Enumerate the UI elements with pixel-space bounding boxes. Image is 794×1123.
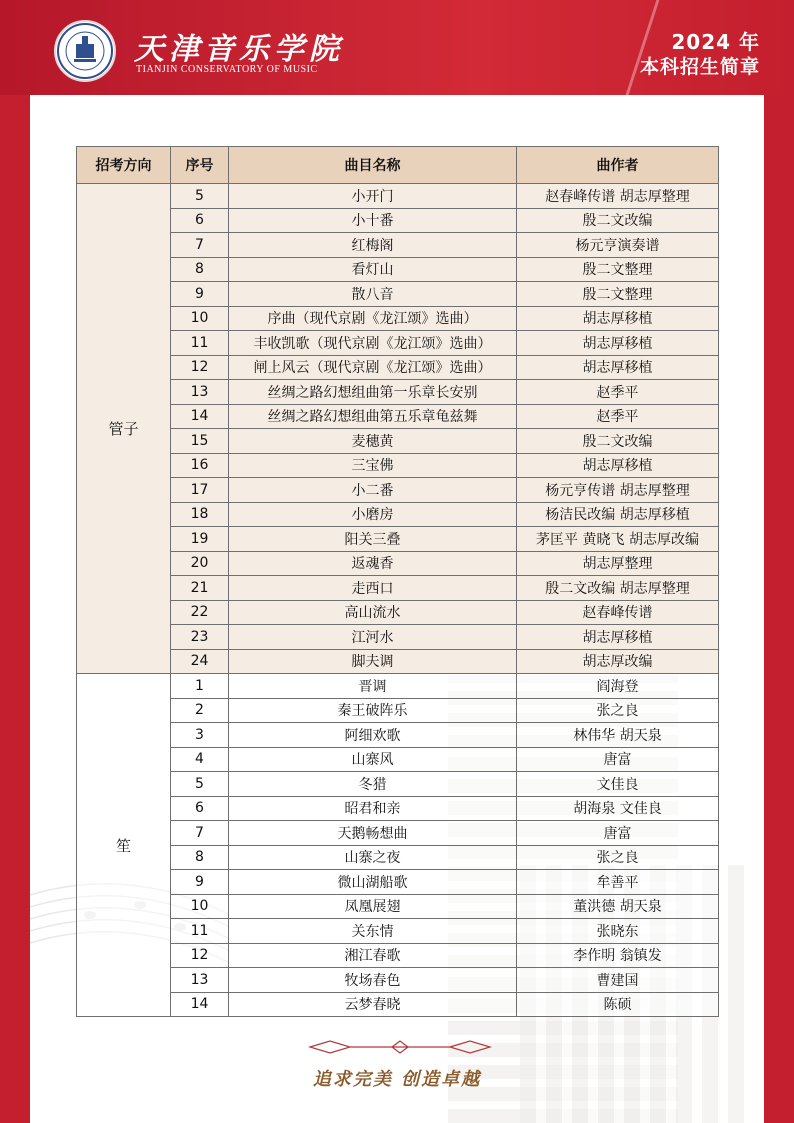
header-number: 序号 bbox=[171, 147, 229, 184]
number-cell: 7 bbox=[171, 821, 229, 846]
table-row bbox=[77, 968, 719, 993]
piece-title-cell: 关东情 bbox=[229, 919, 517, 944]
composer-cell: 唐富 bbox=[517, 821, 719, 846]
number-cell: 10 bbox=[171, 894, 229, 919]
school-emblem-icon bbox=[56, 22, 114, 80]
piece-title-cell: 昭君和亲 bbox=[229, 796, 517, 821]
piece-title-cell: 山寨风 bbox=[229, 747, 517, 772]
table-row bbox=[77, 821, 719, 846]
number-cell: 10 bbox=[171, 306, 229, 331]
composer-cell: 唐富 bbox=[517, 747, 719, 772]
composer-cell: 张之良 bbox=[517, 845, 719, 870]
number-cell: 6 bbox=[171, 208, 229, 233]
piece-title-cell: 小开门 bbox=[229, 184, 517, 209]
group-guanzi bbox=[77, 184, 719, 674]
composer-cell: 张之良 bbox=[517, 698, 719, 723]
number-cell: 20 bbox=[171, 551, 229, 576]
table-row bbox=[77, 331, 719, 356]
number-cell: 9 bbox=[171, 282, 229, 307]
piece-title-cell: 晋调 bbox=[229, 674, 517, 699]
composer-cell: 胡志厚整理 bbox=[517, 551, 719, 576]
composer-cell: 殷二文改编 胡志厚整理 bbox=[517, 576, 719, 601]
number-cell: 8 bbox=[171, 257, 229, 282]
piece-title-cell: 高山流水 bbox=[229, 600, 517, 625]
composer-cell: 杨元亨传谱 胡志厚整理 bbox=[517, 478, 719, 503]
piece-title-cell: 牧场春色 bbox=[229, 968, 517, 993]
piece-title-cell: 散八音 bbox=[229, 282, 517, 307]
table-row bbox=[77, 674, 719, 699]
number-cell: 14 bbox=[171, 404, 229, 429]
piece-title-cell: 返魂香 bbox=[229, 551, 517, 576]
table-row bbox=[77, 625, 719, 650]
composer-cell: 胡志厚移植 bbox=[517, 355, 719, 380]
number-cell: 12 bbox=[171, 355, 229, 380]
piece-title-cell: 小磨房 bbox=[229, 502, 517, 527]
composer-cell: 赵春峰传谱 胡志厚整理 bbox=[517, 184, 719, 209]
piece-title-cell: 山寨之夜 bbox=[229, 845, 517, 870]
table-row bbox=[77, 453, 719, 478]
piece-title-cell: 看灯山 bbox=[229, 257, 517, 282]
table-row bbox=[77, 943, 719, 968]
table-row bbox=[77, 306, 719, 331]
piece-title-cell: 小十番 bbox=[229, 208, 517, 233]
number-cell: 19 bbox=[171, 527, 229, 552]
number-cell: 11 bbox=[171, 331, 229, 356]
composer-cell: 殷二文整理 bbox=[517, 282, 719, 307]
composer-cell: 阎海登 bbox=[517, 674, 719, 699]
piece-title-cell: 红梅阁 bbox=[229, 233, 517, 258]
content-page bbox=[30, 95, 764, 1123]
table-row bbox=[77, 355, 719, 380]
piece-title-cell: 丰收凯歌（现代京剧《龙江颂》选曲） bbox=[229, 331, 517, 356]
header-composer: 曲作者 bbox=[517, 147, 719, 184]
piece-title-cell: 闸上风云（现代京剧《龙江颂》选曲） bbox=[229, 355, 517, 380]
table-header-row bbox=[77, 147, 719, 184]
composer-cell: 文佳良 bbox=[517, 772, 719, 797]
piece-title-cell: 天鹅畅想曲 bbox=[229, 821, 517, 846]
number-cell: 5 bbox=[171, 772, 229, 797]
number-cell: 11 bbox=[171, 919, 229, 944]
composer-cell: 茅匡平 黄晓飞 胡志厚改编 bbox=[517, 527, 719, 552]
table-row bbox=[77, 600, 719, 625]
number-cell: 4 bbox=[171, 747, 229, 772]
table-row bbox=[77, 919, 719, 944]
number-cell: 14 bbox=[171, 992, 229, 1017]
table-row bbox=[77, 233, 719, 258]
composer-cell: 殷二文改编 bbox=[517, 208, 719, 233]
composer-cell: 董洪德 胡天泉 bbox=[517, 894, 719, 919]
number-cell: 3 bbox=[171, 723, 229, 748]
table-row bbox=[77, 208, 719, 233]
table-row bbox=[77, 429, 719, 454]
piece-title-cell: 湘江春歌 bbox=[229, 943, 517, 968]
piece-title-cell: 凤凰展翅 bbox=[229, 894, 517, 919]
composer-cell: 胡志厚移植 bbox=[517, 625, 719, 650]
table-row bbox=[77, 380, 719, 405]
number-cell: 16 bbox=[171, 453, 229, 478]
brochure-year: 2024 年 bbox=[671, 30, 760, 54]
number-cell: 2 bbox=[171, 698, 229, 723]
table-row bbox=[77, 257, 719, 282]
number-cell: 24 bbox=[171, 649, 229, 674]
piece-title-cell: 冬猎 bbox=[229, 772, 517, 797]
piece-title-cell: 走西口 bbox=[229, 576, 517, 601]
piece-title-cell: 序曲（现代京剧《龙江颂》选曲） bbox=[229, 306, 517, 331]
composer-cell: 赵季平 bbox=[517, 380, 719, 405]
table-row bbox=[77, 723, 719, 748]
piece-title-cell: 微山湖船歌 bbox=[229, 870, 517, 895]
table-row bbox=[77, 796, 719, 821]
composer-cell: 赵季平 bbox=[517, 404, 719, 429]
group-sheng bbox=[77, 674, 719, 1017]
number-cell: 12 bbox=[171, 943, 229, 968]
footer-ornament-icon bbox=[300, 1035, 500, 1059]
footer-slogan: 追求完美 创造卓越 bbox=[312, 1069, 482, 1090]
header-category: 招考方向 bbox=[77, 147, 171, 184]
repertoire-table bbox=[76, 146, 719, 1017]
brand-name-en: TIANJIN CONSERVATORY OF MUSIC bbox=[136, 64, 318, 75]
composer-cell: 牟善平 bbox=[517, 870, 719, 895]
table-row bbox=[77, 772, 719, 797]
composer-cell: 殷二文整理 bbox=[517, 257, 719, 282]
table-row bbox=[77, 478, 719, 503]
table-row bbox=[77, 551, 719, 576]
composer-cell: 胡志厚移植 bbox=[517, 306, 719, 331]
number-cell: 13 bbox=[171, 380, 229, 405]
school-logo bbox=[54, 20, 116, 82]
table-row bbox=[77, 282, 719, 307]
piece-title-cell: 阳关三叠 bbox=[229, 527, 517, 552]
number-cell: 9 bbox=[171, 870, 229, 895]
piece-title-cell: 秦王破阵乐 bbox=[229, 698, 517, 723]
brochure-title: 本科招生简章 bbox=[639, 56, 760, 78]
table-row bbox=[77, 992, 719, 1017]
table-row bbox=[77, 698, 719, 723]
number-cell: 17 bbox=[171, 478, 229, 503]
number-cell: 5 bbox=[171, 184, 229, 209]
header-piece-title: 曲目名称 bbox=[229, 147, 517, 184]
composer-cell: 杨元亨演奏谱 bbox=[517, 233, 719, 258]
piece-title-cell: 麦穗黄 bbox=[229, 429, 517, 454]
number-cell: 22 bbox=[171, 600, 229, 625]
number-cell: 15 bbox=[171, 429, 229, 454]
composer-cell: 胡志厚移植 bbox=[517, 331, 719, 356]
table-row bbox=[77, 502, 719, 527]
composer-cell: 杨洁民改编 胡志厚移植 bbox=[517, 502, 719, 527]
piece-title-cell: 阿细欢歌 bbox=[229, 723, 517, 748]
table-row bbox=[77, 576, 719, 601]
number-cell: 7 bbox=[171, 233, 229, 258]
piece-title-cell: 脚夫调 bbox=[229, 649, 517, 674]
table-row bbox=[77, 870, 719, 895]
number-cell: 18 bbox=[171, 502, 229, 527]
piece-title-cell: 小二番 bbox=[229, 478, 517, 503]
number-cell: 23 bbox=[171, 625, 229, 650]
table-row bbox=[77, 404, 719, 429]
category-cell: 笙 bbox=[77, 674, 171, 1017]
table-row bbox=[77, 527, 719, 552]
page-header bbox=[0, 0, 794, 95]
piece-title-cell: 云梦春晓 bbox=[229, 992, 517, 1017]
header-divider bbox=[626, 0, 660, 95]
table-row bbox=[77, 845, 719, 870]
composer-cell: 胡志厚移植 bbox=[517, 453, 719, 478]
piece-title-cell: 丝绸之路幻想组曲第五乐章龟兹舞 bbox=[229, 404, 517, 429]
table-row bbox=[77, 894, 719, 919]
number-cell: 13 bbox=[171, 968, 229, 993]
composer-cell: 林伟华 胡天泉 bbox=[517, 723, 719, 748]
number-cell: 21 bbox=[171, 576, 229, 601]
composer-cell: 李作明 翁镇发 bbox=[517, 943, 719, 968]
composer-cell: 陈硕 bbox=[517, 992, 719, 1017]
table-row bbox=[77, 184, 719, 209]
brand-name-cn: 天津音乐学院 bbox=[134, 32, 344, 67]
composer-cell: 曹建国 bbox=[517, 968, 719, 993]
composer-cell: 胡志厚改编 bbox=[517, 649, 719, 674]
number-cell: 1 bbox=[171, 674, 229, 699]
piece-title-cell: 三宝佛 bbox=[229, 453, 517, 478]
composer-cell: 胡海泉 文佳良 bbox=[517, 796, 719, 821]
composer-cell: 殷二文改编 bbox=[517, 429, 719, 454]
piece-title-cell: 丝绸之路幻想组曲第一乐章长安别 bbox=[229, 380, 517, 405]
composer-cell: 赵春峰传谱 bbox=[517, 600, 719, 625]
composer-cell: 张晓东 bbox=[517, 919, 719, 944]
number-cell: 8 bbox=[171, 845, 229, 870]
piece-title-cell: 江河水 bbox=[229, 625, 517, 650]
table-row bbox=[77, 747, 719, 772]
category-cell: 管子 bbox=[77, 184, 171, 674]
number-cell: 6 bbox=[171, 796, 229, 821]
table-row bbox=[77, 649, 719, 674]
